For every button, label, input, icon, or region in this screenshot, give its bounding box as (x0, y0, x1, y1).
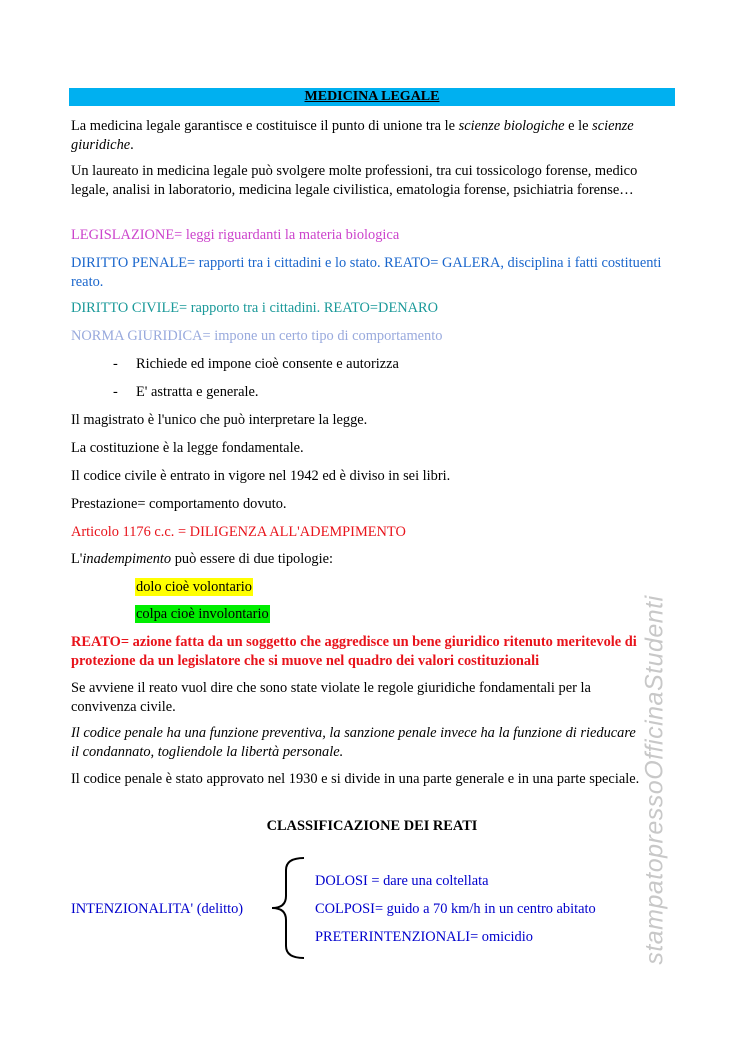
statement-articolo: Articolo 1176 c.c. = DILIGENZA ALL'ADEMPIMENTO (71, 524, 406, 540)
classificazione-heading: CLASSIFICAZIONE DEI REATI (266, 818, 478, 834)
page-title: MEDICINA LEGALE (69, 88, 675, 106)
bullet-item: Richiede ed impone cioè consente e autorizza (136, 356, 399, 372)
statement-se-avviene: Se avviene il reato vuol dire che sono state violate le regole giuridiche fondamentali per la convivenza civile. (71, 680, 591, 715)
statement-magistrato: Il magistrato è l'unico che può interpretare la legge. (71, 412, 368, 428)
statement-inadempimento: L'inadempimento può essere di due tipologie: (71, 551, 333, 567)
statement-codice-penale-funzione: Il codice penale ha una funzione preventiva, la sanzione penale invece ha la funzione di rieducare il condannato, togliendole la libertà personale. (71, 725, 636, 760)
bullet-item: E' astratta e generale. (136, 384, 259, 400)
reato-type-dolosi: DOLOSI = dare una coltellata (315, 873, 489, 889)
definition-diritto-penale: DIRITTO PENALE= rapporti tra i cittadini e lo stato. REATO= GALERA, disciplina i fatti costituenti reato. (71, 255, 662, 290)
statement-codice-penale-1930: Il codice penale è stato approvato nel 1930 e si divide in una parte generale e in una parte speciale. (71, 771, 640, 787)
statement-codice-civile: Il codice civile è entrato in vigore nel 1942 ed è diviso in sei libri. (71, 468, 451, 484)
curly-brace-icon (262, 856, 308, 960)
term-inadempimento: inadempimento (82, 551, 172, 567)
statement-prestazione: Prestazione= comportamento dovuto. (71, 496, 287, 512)
statement-costituzione: La costituzione è la legge fondamentale. (71, 440, 304, 456)
classificazione-category: INTENZIONALITA' (delitto) (71, 901, 244, 917)
reato-type-preterintenzionali: PRETERINTENZIONALI= omicidio (315, 929, 533, 945)
bullet-marker: - (113, 384, 118, 400)
bullet-marker: - (113, 356, 118, 372)
intro-paragraph-1: La medicina legale garantisce e costituisce il punto di unione tra le scienze biologiche e le scienze giuridiche. (71, 118, 634, 153)
intro-paragraph-2: Un laureato in medicina legale può svolgere molte professioni, tra cui tossicologo forense, medico legale, analisi in laboratorio, medicina legale civilistica, ematologia forense, psichiatria forense… (71, 163, 638, 198)
highlight-dolo: dolo cioè volontario (136, 579, 252, 595)
watermark: stampatopressoOfficinaStudenti (640, 595, 669, 965)
definition-diritto-civile: DIRITTO CIVILE= rapporto tra i cittadini. REATO=DENARO (71, 300, 439, 316)
reato-type-colposi: COLPOSI= guido a 70 km/h in un centro abitato (315, 901, 596, 917)
definition-legislazione: LEGISLAZIONE= leggi riguardanti la materia biologica (71, 227, 400, 243)
statement-reato: REATO= azione fatta da un soggetto che aggredisce un bene giuridico ritenuto meritevole di protezione da un legislatore che si muove nel quadro dei valori costituzionali (71, 634, 637, 669)
definition-norma-giuridica: NORMA GIURIDICA= impone un certo tipo di comportamento (71, 328, 443, 344)
highlight-colpa: colpa cioè involontario (136, 606, 269, 622)
term-scienze-biologiche: scienze biologiche (458, 118, 565, 134)
term-scienze-giuridiche: scienze giuridiche (71, 118, 634, 153)
